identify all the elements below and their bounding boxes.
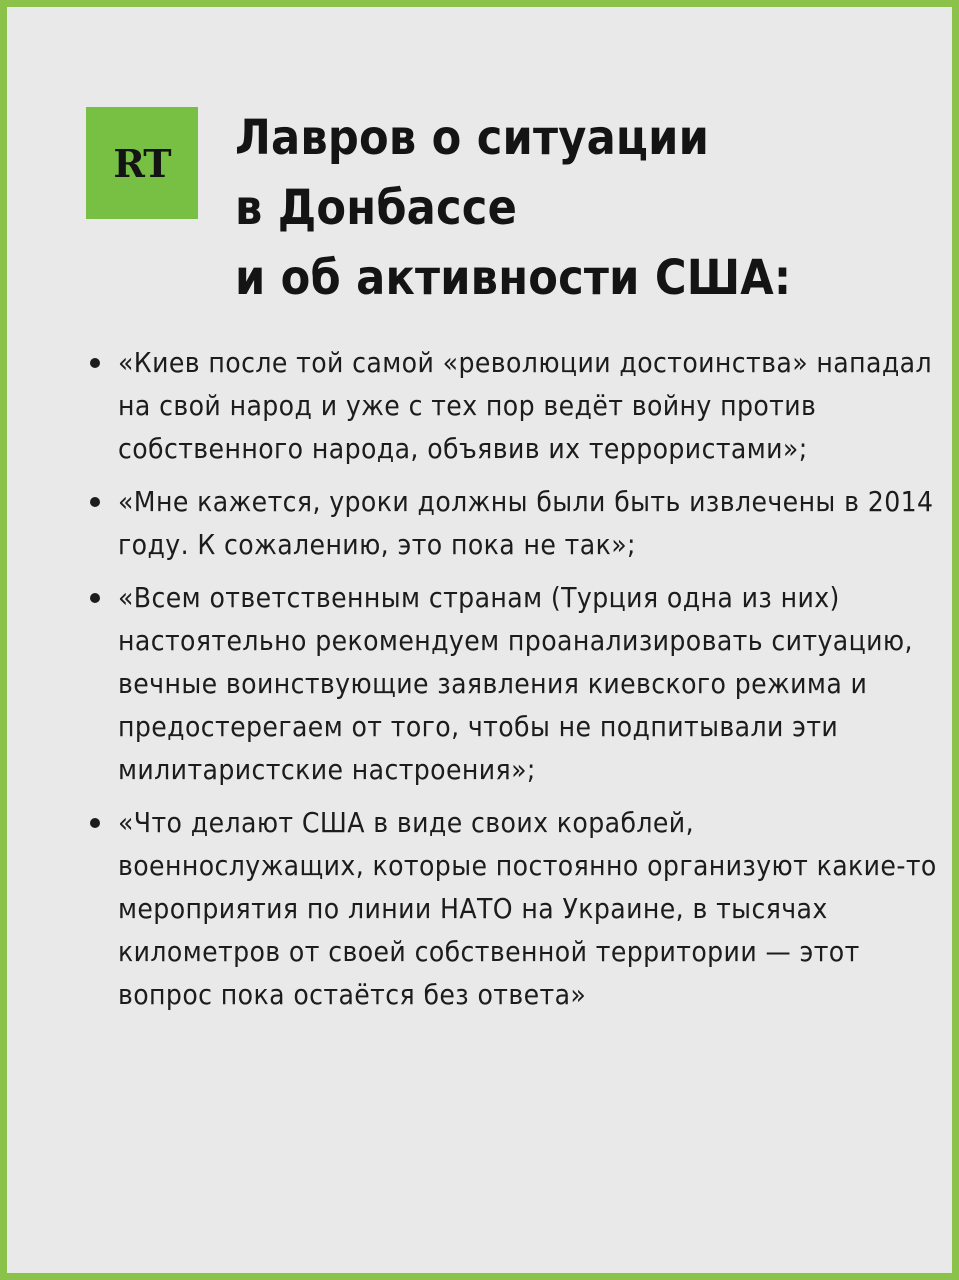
rt-logo [86, 107, 198, 219]
headline-line-3: и об активности США: [235, 250, 792, 306]
headline-line-1: Лавров о ситуации [235, 110, 710, 166]
headline [235, 103, 791, 313]
quote-item: «Что делают США в виде своих кораблей, военнослужащих, которые постоянно организуют какие-то мероприятия по линии НАТО на Украине, в тысячах километров от своей собственной территории — этот вопрос пока остаётся без ответа» [85, 801, 945, 1016]
quote-item: «Мне кажется, уроки должны были быть извлечены в 2014 году. К сожалению, это пока не так»; [85, 480, 945, 566]
quote-list [85, 341, 945, 1016]
rt-logo-text: RT [113, 140, 171, 186]
headline-line-2: в Донбассе [235, 180, 518, 236]
quote-item: «Киев после той самой «революции достоинства» нападал на свой народ и уже с тех пор ведёт войну против собственного народа, объявив их террористами»; [85, 341, 945, 470]
quote-item: «Всем ответственным странам (Турция одна из них) настоятельно рекомендуем проанализировать ситуацию, вечные воинствующие заявления киевского режима и предостерегаем от того, чтобы не подпитывали эти милитаристские настроения»; [85, 576, 945, 791]
card [7, 7, 952, 1273]
